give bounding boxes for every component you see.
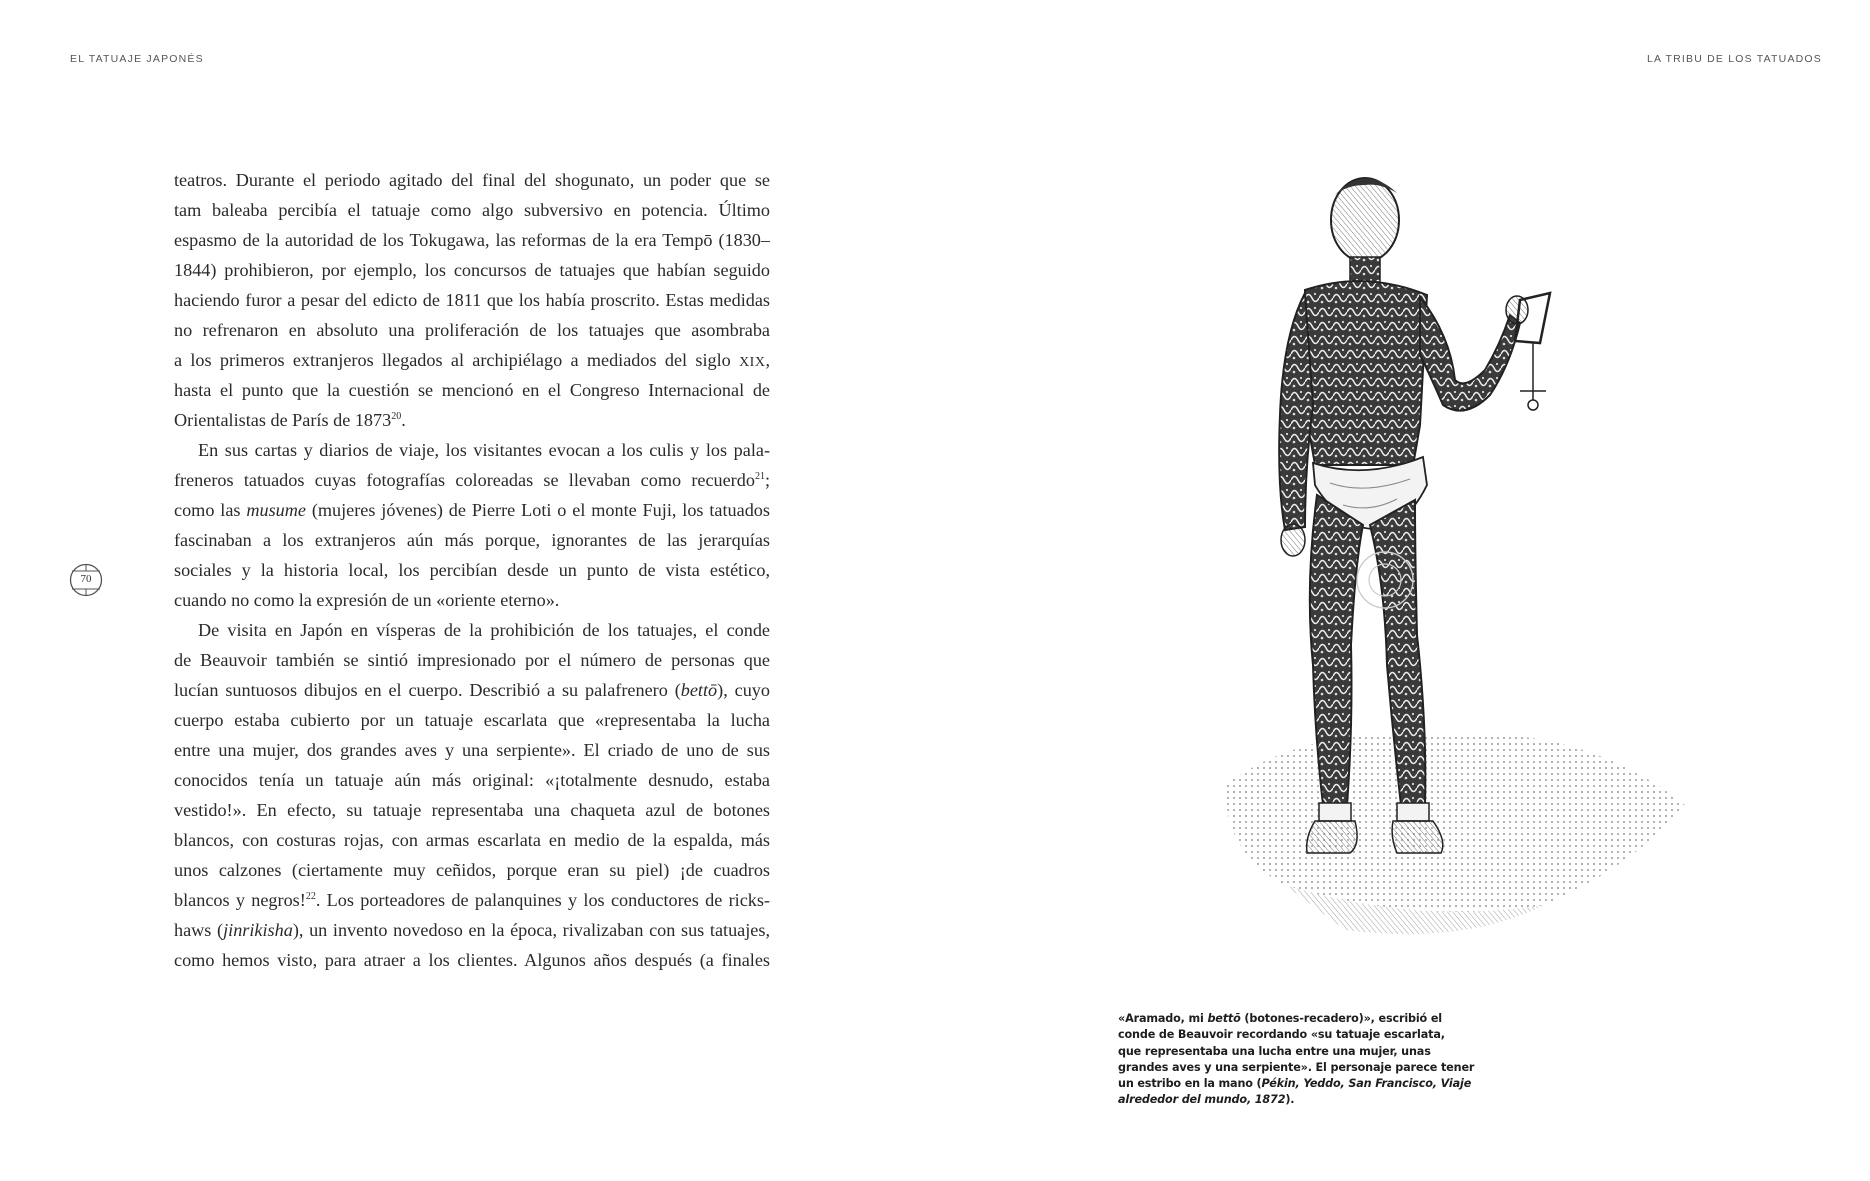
caption-line: que representaba una lucha entre una mujer, unas bbox=[1118, 1044, 1431, 1058]
engraving-illustration bbox=[1165, 165, 1705, 1005]
text-line: haciendo furor a pesar del edicto de 1811 que los había proscrito. Estas medidas bbox=[174, 290, 770, 310]
text-line: En sus cartas y diarios de viaje, los visitantes evocan a los culis y los pala- bbox=[198, 440, 770, 460]
text-line: hasta el punto que la cuestión se mencionó en el Congreso Internacional de bbox=[174, 380, 770, 400]
italic-term: bettō bbox=[680, 680, 718, 700]
text-line: como hemos visto, para atraer a los clientes. Algunos años después (a finales bbox=[174, 950, 770, 970]
footnote-ref-20: 20 bbox=[391, 411, 402, 422]
footnote-ref-21: 21 bbox=[754, 471, 765, 482]
text-line: de Beauvoir también se sintió impresionado por el número de personas que bbox=[174, 650, 770, 670]
text-line: no refrenaron en absoluto una proliferación de los tatuajes que asombraba bbox=[174, 320, 770, 340]
text-line: blancos, con costuras rojas, con armas escarlata en medio de la espalda, más bbox=[174, 830, 770, 850]
italic-term: jinrikisha bbox=[223, 920, 293, 940]
text-line: haws (jinrikisha), un invento novedoso en la época, rivalizaban con sus tatuajes, bbox=[174, 920, 770, 940]
caption-line: un estribo en la mano (Pékin, Yeddo, San Francisco, Viaje bbox=[1118, 1077, 1472, 1091]
text-line: conocidos tenía un tatuaje aún más original: «¡totalmente desnudo, estaba bbox=[174, 770, 770, 790]
italic-term: musume bbox=[246, 500, 306, 520]
caption-line: alrededor del mundo, 1872). bbox=[1118, 1093, 1295, 1107]
page-number-text: 70 bbox=[80, 573, 92, 585]
text-line: freneros tatuados cuyas fotografías coloreadas se llevaban como recuerdo$^{21}$; bbox=[174, 470, 770, 490]
text-line: a los primeros extranjeros llegados al archipiélago a mediados del siglo XIX, bbox=[174, 350, 770, 370]
text-line: entre una mujer, dos grandes aves y una serpiente». El criado de uno de sus bbox=[174, 740, 770, 760]
text-line: tam baleaba percibía el tatuaje como algo subversivo en potencia. Último bbox=[174, 200, 770, 220]
figure-caption bbox=[1118, 1011, 1475, 1109]
text-line: Orientalistas de París de 1873$^{20}$. bbox=[174, 410, 406, 430]
text-line: fascinaban a los extranjeros aún más porque, ignorantes de las jerarquías bbox=[174, 530, 770, 550]
running-head-left: EL TATUAJE JAPONÉS bbox=[70, 53, 204, 65]
text-line: blancos y negros!$^{22}$. Los porteadores de palanquines y los conductores de ricks- bbox=[174, 890, 770, 910]
text-line: como las musume (mujeres jóvenes) de Pierre Loti o el monte Fuji, los tatuados bbox=[174, 500, 770, 520]
century-numeral: XIX bbox=[739, 355, 766, 370]
footnote-ref-22: 22 bbox=[305, 891, 316, 902]
running-head-right: LA TRIBU DE LOS TATUADOS bbox=[1646, 53, 1822, 65]
body-text bbox=[174, 165, 770, 975]
caption-line: grandes aves y una serpiente». El personaje parece tener bbox=[1118, 1060, 1475, 1074]
tattooed-man-figure bbox=[1165, 165, 1705, 1005]
text-line: cuerpo estaba cubierto por un tatuaje escarlata que «representaba la lucha bbox=[174, 710, 770, 730]
caption-line: conde de Beauvoir recordando «su tatuaje escarlata, bbox=[1118, 1028, 1445, 1042]
text-line: 1844) prohibieron, por ejemplo, los concursos de tatuajes que habían seguido bbox=[174, 260, 770, 280]
caption-line: «Aramado, mi bettō (botones-recadero)», escribió el bbox=[1118, 1012, 1442, 1025]
text-line: vestido!». En efecto, su tatuaje representaba una chaqueta azul de botones bbox=[174, 800, 770, 820]
text-line: unos calzones (ciertamente muy ceñidos, porque eran su piel) ¡de cuadros bbox=[174, 860, 770, 880]
text-line: teatros. Durante el periodo agitado del final del shogunato, un poder que se bbox=[174, 170, 770, 190]
page-number bbox=[69, 563, 103, 597]
text-line: De visita en Japón en vísperas de la prohibición de los tatuajes, el conde bbox=[198, 620, 770, 640]
text-line: cuando no como la expresión de un «oriente eterno». bbox=[174, 590, 560, 610]
text-line: espasmo de la autoridad de los Tokugawa, las reformas de la era Tempō (1830– bbox=[174, 230, 770, 250]
text-line: sociales y la historia local, los percibían desde un punto de vista estético, bbox=[174, 560, 770, 580]
text-line: lucían suntuosos dibujos en el cuerpo. Describió a su palafrenero (bettō), cuyo bbox=[174, 680, 770, 700]
